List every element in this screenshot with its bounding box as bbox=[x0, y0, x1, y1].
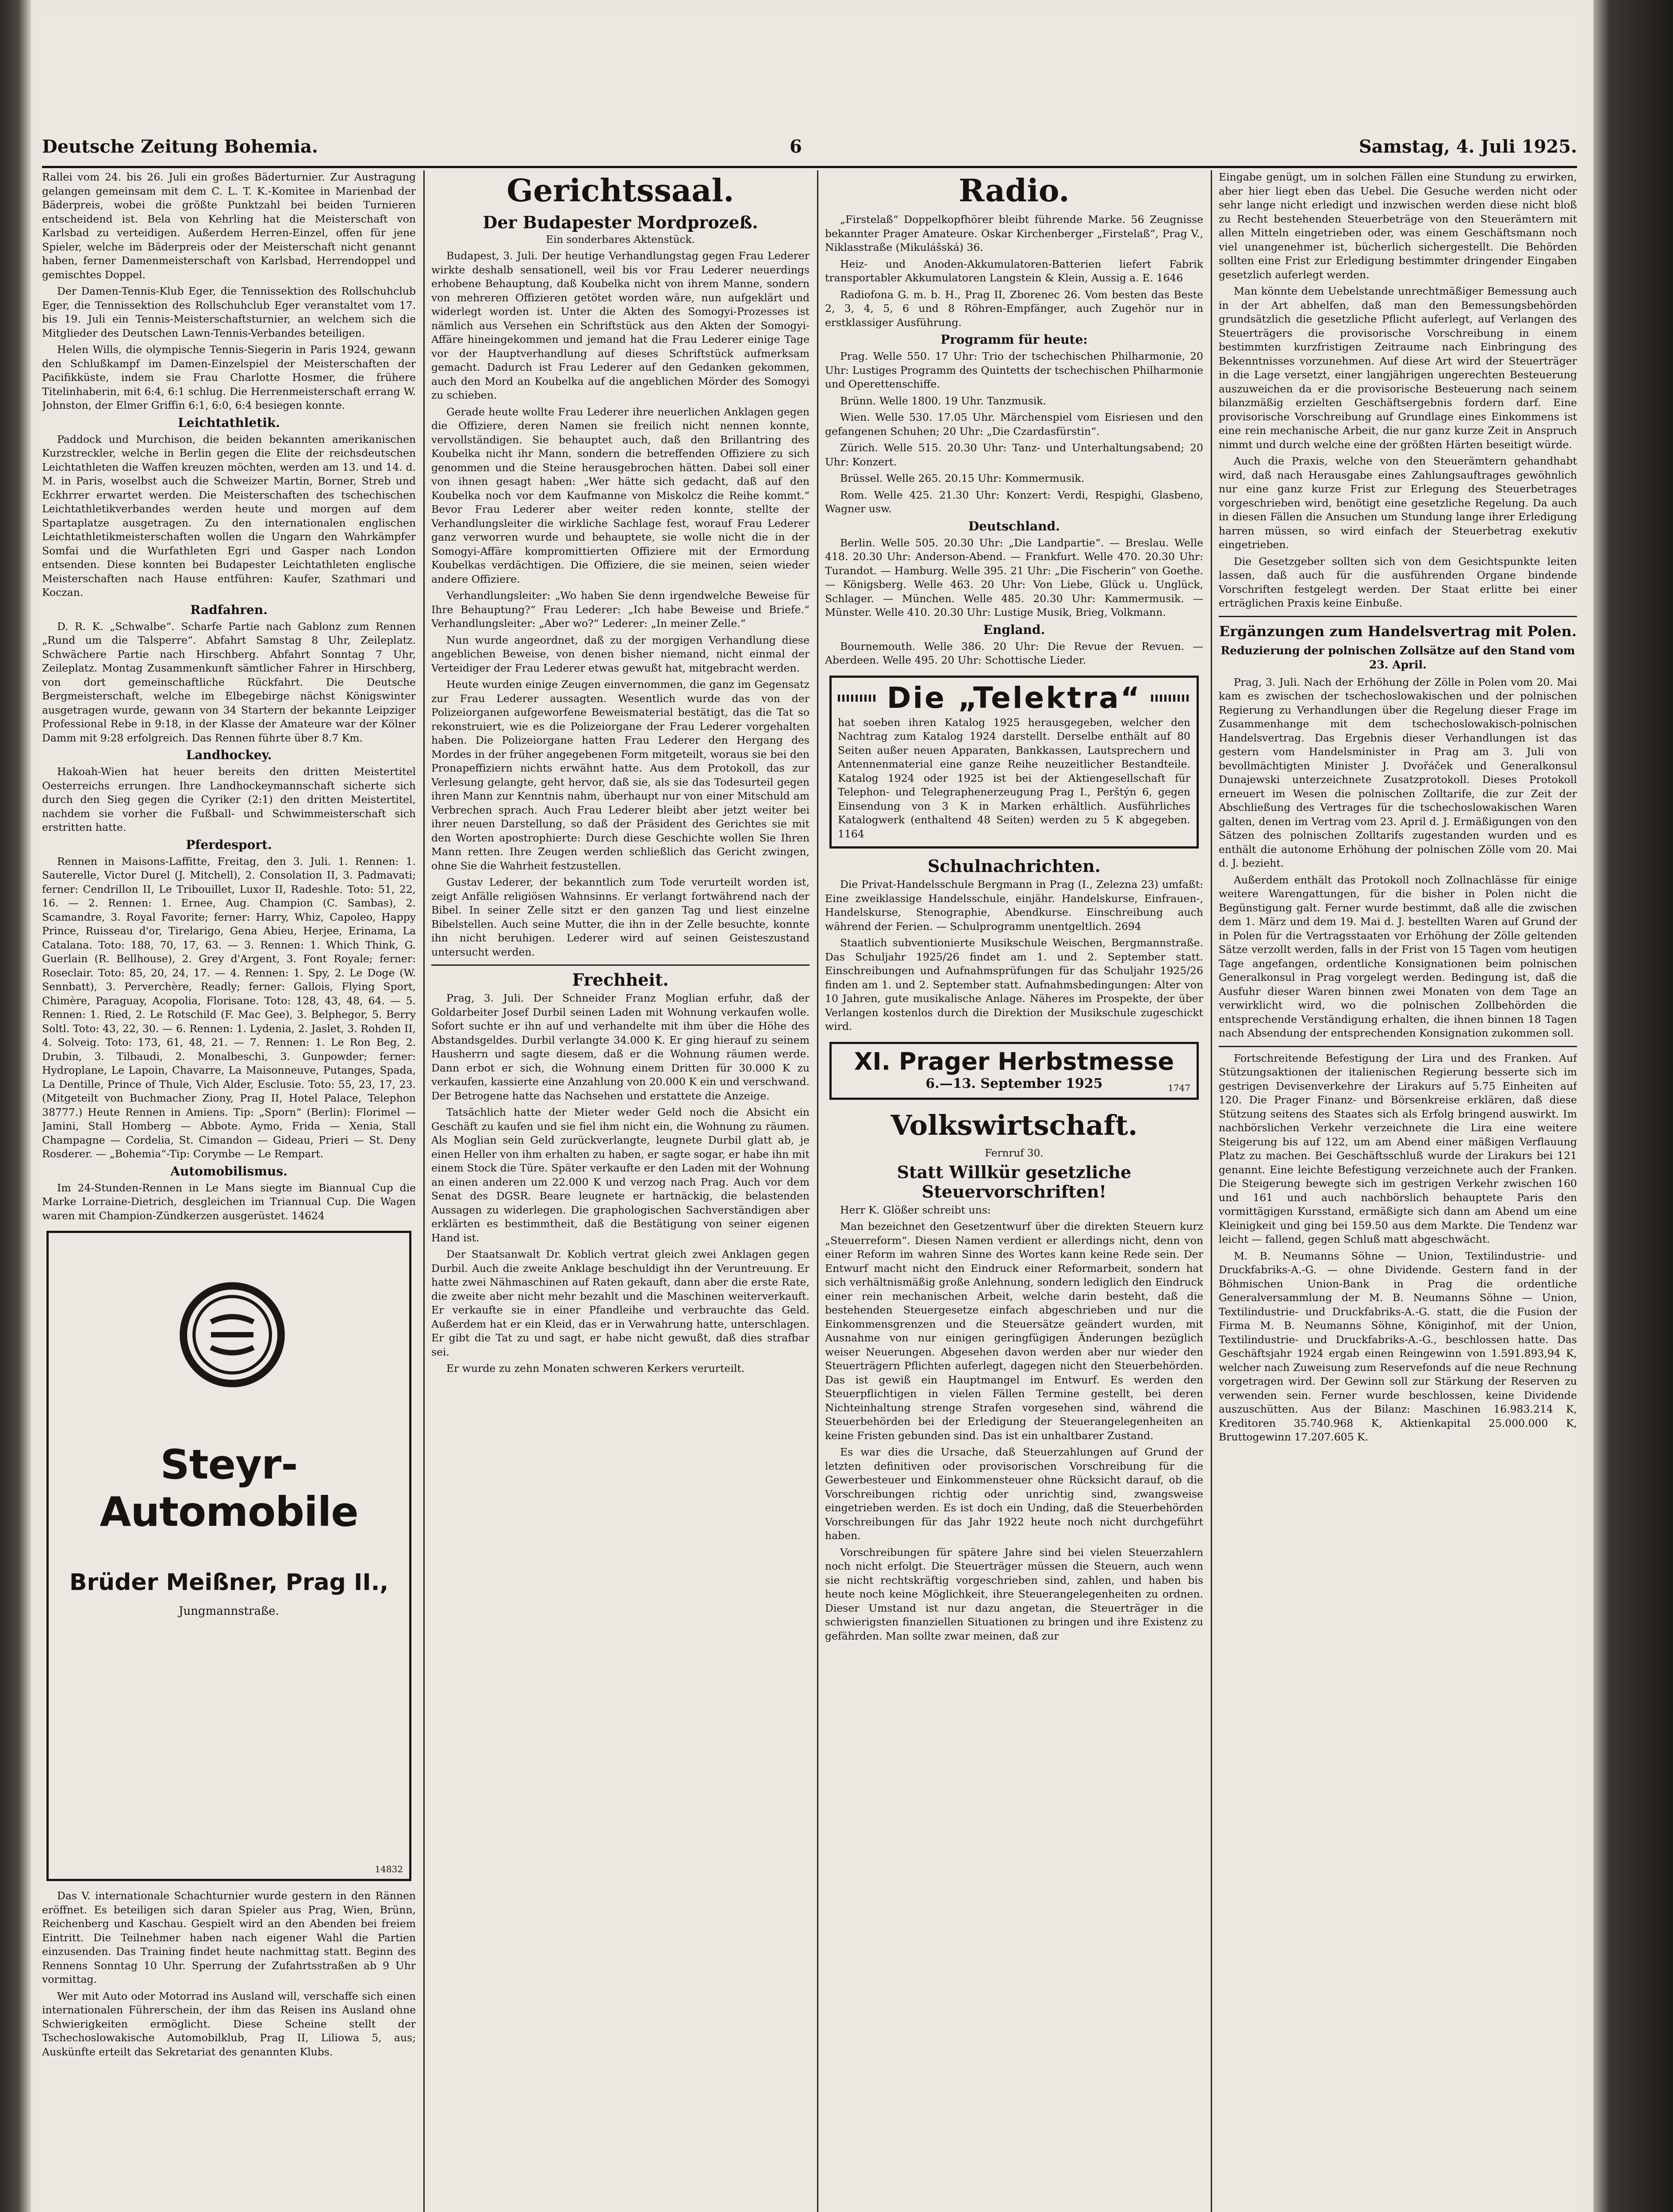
program-entry: Prag. Welle 550. 17 Uhr: Trio der tschechischen Philharmonie, 20 Uhr: Lustiges Programm des Quintetts der tschechischen Philharmonie und Operettenschiffe. bbox=[825, 350, 1203, 390]
ad-brand: Steyr-Automobile bbox=[100, 1441, 358, 1536]
article-text: Prag, 3. Juli. Der Schneider Franz Moglian erfuhr, daß der Goldarbeiter Josef Durbil seinen Laden mit Wohnung verkaufen wolle. Sofort suchte er ihn auf und verhandelte mit ihm über die Höhe des Abstandsgeldes. Durbil verlangte 34.000 K. Er ging hierauf zu seinem Hausherrn und sagte diesem, daß er die Wohnung räumen werde. Dann erbot er sich, die Wohnung einem Dritten für 30.000 K zu verkaufen, kassierte eine Anzahlung von 20.000 K ein und verschwand. Der Betrogene hatte das Nachsehen und erstattete die Anzeige. bbox=[431, 992, 810, 1102]
ad-number: 1747 bbox=[1168, 1082, 1190, 1093]
article-text: Vorschreibungen für spätere Jahre sind bei vielen Steuerzahlern noch nicht erfolgt. Die Steuerträger müssen die Steuern, auch wenn sie nicht rechtskräftig vorgeschrieben sind, zahlen, und haben bis heute noch keine Möglichkeit, ihre Steuerangelegenheiten zu ordnen. Dieser Umstand ist nur dazu angetan, die Steuerträger in die schwierigsten finanziellen Situationen zu bringen und ihre Existenz zu gefährden. Man sollte zwar meinen, daß zur bbox=[825, 1546, 1203, 1642]
steyr-emblem-icon bbox=[179, 1282, 285, 1388]
article-text: Außerdem enthält das Protokoll noch Zollnachlässe für einige weitere Warengattungen, für die bisher in Polen nicht die Begünstigung galt. Ferner wurde bestimmt, daß alle die zwischen dem 1. März und dem 19. Mai d. J. bestellten Waren auf Grund der in Polen für die Vertragsstaaten vor Erhöhung der Zölle geltenden Sätze verzollt werden, falls in der Frist von 15 Tagen vom heutigen Tage angefangen, ordentliche Konsignationen beim polnischen Generalkonsul in Prag vorgelegt werden. Bedingung ist, daß die Ausfuhr dieser Waren binnen zwei Monaten von dem Tage an verwirklicht wird, wo die polnischen Zollbehörden die entsprechende Verständigung erhalten, die ihnen binnen 18 Tagen nach Absendung der entsprechenden Konsignation zukommen soll. bbox=[1219, 873, 1577, 1039]
program-entry: Bournemouth. Welle 386. 20 Uhr: Die Revue der Revuen. — Aberdeen. Welle 495. 20 Uhr: Schottische Lieder. bbox=[825, 640, 1203, 666]
column-rule bbox=[817, 170, 818, 2212]
article-text: M. B. Neumanns Söhne — Union, Textilindustrie- und Druckfabriks-A.-G. — ohne Dividende. Gestern fand in der Böhmischen Union-Bank in Prag die ordentliche Generalversammlung der M. B. Neumanns Söhne — Union, Textilindustrie- und Druckfabriks-A.-G. statt, die die Fusion der Firma M. B. Neumanns Söhne, Königinhof, mit der Union, Textilindustrie- und Druckfabriks-A.-G., beschlossen hatte. Das Geschäftsjahr 1924 ergab einen Reingewinn von 1.591.893,94 K, welcher nach Zuweisung zum Reservefonds auf die neue Rechnung vorgetragen wird. Der Gewinn soll zur Stärkung der Reserven zu verwenden sein. Ferner wurde beschlossen, keine Dividende auszuschütten. Aus der Bilanz: Maschinen 16.983.214 K, Kreditoren 35.740.968 K, Aktienkapital 25.000.000 K, Bruttogewinn 17.207.605 K. bbox=[1219, 1249, 1577, 1443]
article-text: Verhandlungsleiter: „Wo haben Sie denn irgendwelche Beweise für Ihre Behauptung?“ Frau Lederer: „Ich habe Beweise und Briefe.“ Verhandlungsleiter: „Aber wo?“ Lederer: „In meiner Zelle.“ bbox=[431, 589, 810, 630]
article-text: Helen Wills, die olympische Tennis-Siegerin in Paris 1924, gewann den Schlußkampf im Damen-Einzelspiel der Meisterschaften der Pacifikküste, indem sie Frau Charlotte Hosmer, die frühere Titelinhaberin, mit 6:4, 6:1 schlug. Die Herrenmeisterschaft errang W. Johnston, der Elmer Griffin 6:1, 6:0, 6:4 besiegen konnte. bbox=[42, 343, 416, 411]
article-text: Budapest, 3. Juli. Der heutige Verhandlungstag gegen Frau Lederer wirkte deshalb sensationell, weil bis vor Frau Lederer neuerdings erhobene Behauptung, daß Koubelka nicht von ihrem Manne, sondern von mehreren Offizieren getötet worden wäre, nun aufgeklärt und widerlegt worden ist. Unter die Akten des Somogyi-Prozesses ist nämlich aus Versehen ein Schriftstück aus den Akten der Somogyi-Affäre hineingekommen und jemand hat die Frau Lederer einige Tage vor der Hauptverhandlung auf dieses Schriftstück aufmerksam gemacht. Dadurch ist Frau Lederer auf den Gedanken gekommen, auch den Mord an Koubelka auf die angeblichen Mörder des Somogyi zu schieben. bbox=[431, 250, 810, 401]
article-subheadline: Reduzierung der polnischen Zollsätze auf den Stand vom 23. April. bbox=[1220, 644, 1575, 671]
ad-firm: Brüder Meißner, Prag II., bbox=[69, 1569, 389, 1596]
article-subheadline: Ein sonderbares Aktenstück. bbox=[546, 234, 695, 246]
article-text: Auch die Praxis, welche von den Steuerämtern gehandhabt wird, daß nach Herausgabe eines Zahlungsauftrages gewöhnlich nur eine ganz kurze Frist zur Erlegung des Steuerbetrages vorgeschrieben wird, benötigt eine gesetzliche Regelung. Da auch in diesen Fällen die Ansuchen um Stundung lange ihrer Erledigung harren müssen, so wird einfach der Steuerbetrag exekutiv eingetrieben. bbox=[1219, 455, 1577, 551]
section-heading: Deutschland. bbox=[968, 518, 1060, 534]
section-heading: Landhockey. bbox=[186, 748, 272, 762]
program-entry: Brüssel. Welle 265. 20.15 Uhr: Kommermusik. bbox=[840, 472, 1085, 484]
article-text: Gustav Lederer, der bekanntlich zum Tode verurteilt worden ist, zeigt Anfälle religiösen Wahnsinns. Er verlangt fortwährend nach der Bibel. In seiner Zelle sitzt er den ganzen Tag und liest einzelne Bibelstellen. Auch seine Mutter, die ihn in der Zelle besuchte, konnte ihn nicht beruhigen. Lederer wird auf seinen Geisteszustand untersucht werden. bbox=[431, 876, 810, 958]
article-text: Tatsächlich hatte der Mieter weder Geld noch die Absicht ein Geschäft zu kaufen und sie fiel ihm nicht ein, die Wohnung zu räumen. Als Moglian sein Geld zurückverlangte, leugnete Durbil glatt ab, je einen Heller von ihm erhalten zu haben, er sagte sogar, er habe ihn mit einem Stock die Türe. Später verkaufte er den Laden mit der Wohnung an einen anderen um 22.000 K und verzog nach Prag. Auch vor dem Senat des DGSR. Beare leugnete er hartnäckig, die belastenden Aussagen zu widerlegen. Die graphologischen Sachverständigen aber erklärten es bestimmtheit, daß die Bestätigung von seiner eigenen Hand ist. bbox=[431, 1106, 810, 1244]
section-heading: Radfahren. bbox=[190, 602, 268, 617]
article-text: Der Damen-Tennis-Klub Eger, die Tennissektion des Rollschuhclub Eger, die Tennissektion des Rollschuhclub Eger veranstaltet vom 17. bis 19. Juli ein Tennis-Meisterschaftsturnier, an welchem sich die Mitglieder des Deutschen Lawn-Tennis-Verbandes beteiligen. bbox=[42, 285, 416, 339]
article-text: Heute wurden einige Zeugen einvernommen, die ganz im Gegensatz zur Frau Lederer aussagten. Wesentlich wurde das von der Polizeiorganen aufgeworfene Beweismaterial bestätigt, das die Tat so rekonstruiert, wie es die Polizeiorgane der Frau Lederer vorgehalten haben. Die Polizeiorgane hatten Frau Lederer den Hergang des Mordes in der früher angegebenen Form mitgeteilt, woraus sie bei den Pronapeffiziern nichts erwähnt hatte. Aus dem Protokoll, das zur Verlesung gelangte, geht hervor, daß sie, als sie das Todesurteil gegen ihren Mann zur Kenntnis nahm, überhaupt nur von einer Mitschuld am Verbrechen sprach. Auch Frau Lederer bleibt aber jetzt weiter bei ihrer neuen Darstellung, so daß der Präsident des Gerichtes sie mit den Worten apostrophierte: Durch diese Geschichte wollen Sie Ihren Mann retten. Ihre Zeugen werden schließlich das Gericht zwingen, ohne Sie die Wahrheit festzustellen. bbox=[431, 678, 810, 872]
page-header bbox=[42, 128, 1577, 168]
article-text: Wer mit Auto oder Motorrad ins Ausland will, verschaffe sich einen internationalen Führerschein, der ihm das Reisen ins Ausland ohne Schwierigkeiten ermöglicht. Diese Scheine stellt der Tschechoslowakische Automobilklub, Prag II, Liliowa 5, aus; Auskünfte erteilt das Sekretariat des genannten Klubs. bbox=[42, 1989, 416, 2058]
article-headline: Ergänzungen zum Handelsvertrag mit Polen. bbox=[1219, 622, 1577, 640]
article-text: Rallei vom 24. bis 26. Juli ein großes Bäderturnier. Zur Austragung gelangen gemeinsam mit dem C. L. T. K.-Komitee in Marienbad der Bäderpreis, wobei die größte Punktzahl bei beiden Turnieren entscheidend ist. Bela von Kehrling hat die Meisterschaft von Karlsbad zu verteidigen. Außerdem Herren-Einzel, offen für jene Spieler, welche im Bäderpreis oder der Meisterschaft nicht genannt haben, ferner Damenmeisterschaft von Karlsbad, Herrendoppel und gemischtes Doppel. bbox=[42, 171, 416, 281]
steyr-advertisement bbox=[46, 1231, 411, 1881]
header-rule bbox=[42, 166, 1577, 168]
column-rule bbox=[1211, 170, 1212, 2212]
section-heading: Leichtathletik. bbox=[177, 415, 280, 430]
section-heading: Programm für heute: bbox=[940, 332, 1088, 347]
article-text: Nun wurde angeordnet, daß zu der morgigen Verhandlung diese angeblichen Beweise, von denen bisher niemand, nicht einmal der Verteidiger der Frau Lederer etwas gewußt hat, mitgebracht werden. bbox=[431, 634, 810, 674]
article-text: Hakoah-Wien hat heuer bereits den dritten Meistertitel Oesterreichs errungen. Ihre Landhockeymannschaft sicherte sich durch den Sieg gegen die Cyriker (2:1) den dritten Meistertitel, nachdem sie vorher die Fußball- und Schwimmeisterschaft sich erstritten hatte. bbox=[42, 765, 416, 833]
program-entry: Wien. Welle 530. 17.05 Uhr. Märchenspiel vom Eisriesen und den gefangenen Schuhen; 20 Uhr: „Die Czardasfürstin“. bbox=[825, 411, 1203, 438]
article-text: Man bezeichnet den Gesetzentwurf über die direkten Steuern kurz „Steuerreform“. Diesen Namen verdient er allerdings nicht, denn von einer Reform im wahren Sinne des Wortes kann keine Rede sein. Der Entwurf macht nicht den Eindruck einer Reformarbeit, sondern hat sich verhältnismäßig große Anlehnung, sondern lediglich den Eindruck einer rein mechanischen Arbeit, welche darin besteht, daß die bestehenden Steuergesetze einfach abgeschrieben und nur die Einkommensgrenzen und die Steuersätze geändert wurden, mit Ausnahme von nur einigen geringfügigen Änderungen bezüglich weiser Neuerungen. Abgesehen davon werden aber nur wieder den Steuerträgern Pflichten auferlegt, dagegen nicht den Steuerbehörden. Das ist gewiß ein Hauptmangel im Entwurf. Es werden den Steuerpflichtigen in vielen Fällen Termine gestellt, bei deren Nichteinhaltung strenge Strafen vorgesehen sind, während die Steuerbehörden bei der Erledigung der Steuerangelegenheiten an keine Fristen gebunden sind. Das ist ein unhaltbarer Zustand. bbox=[825, 1220, 1203, 1442]
ad-number: 14832 bbox=[375, 1864, 403, 1874]
article-text: D. R. K. „Schwalbe“. Scharfe Partie nach Gablonz zum Rennen „Rund um die Talsperre“. Abfahrt Samstag 8 Uhr, Zeileplatz. Schwächere Partie nach Hirschberg. Abfahrt Sonntag 7 Uhr, Zeileplatz. Montag Zusammenkunft sämtlicher Fahrer in Hirschberg, von dort gemeinschaftliche Rückfahrt. Die Deutsche Bergmeisterschaft, welche im Elbegebirge nächst Königswinter ausgetragen wurde, gewann von 34 Startern der bekannte Leipziger Professional Rebe in 9:18, in der Klasse der Amateure war der Kölner Damm mit 9:28 erfolgreich. Das Rennen führte über 8.7 Km. bbox=[42, 620, 416, 744]
article-text: Die Gesetzgeber sollten sich von dem Gesichtspunkte leiten lassen, daß auch für die ausführenden Organe bindende Vorschriften festgelegt werden. Der Staat erlitte bei einer erträglichen Praxis keine Einbuße. bbox=[1219, 555, 1577, 609]
messe-title: XI. Prager Herbstmesse bbox=[854, 1047, 1174, 1075]
article-headline: Frechheit. bbox=[572, 970, 669, 990]
section-heading: England. bbox=[983, 622, 1045, 637]
article-text: Man könnte dem Uebelstande unrechtmäßiger Bemessung auch in der Art abhelfen, daß man den Bemessungsbehörden grundsätzlich die gesetzliche Pflicht auferlegt, auf Verlangen des Steuerträgers die provisorische Vorschreibung in einem bestimmten kurzfristigen Zeitraume nach Einbringung des Bekenntnisses vorzunehmen. Auf diese Art wird der Steuerträger in die Lage versetzt, einer langjährigen ungerechten Besteuerung auszuweichen da er die provisorische Besteuerung nach seinem bilanzmäßig erzielten Geschäftsergebnis fordern darf. Eine provisorische Vorschreibung auf Grundlage eines Einkommens ist eine rein mechanische Arbeit, die nur ganz kurze Zeit in Anspruch nimmt und durch welche eine der größten Härten beseitigt würde. bbox=[1219, 285, 1577, 451]
divider bbox=[1219, 1046, 1577, 1047]
program-entry: Brünn. Welle 1800. 19 Uhr. Tanzmusik. bbox=[840, 394, 1047, 407]
ad-street: Jungmannstraße. bbox=[179, 1605, 279, 1618]
section-title: Gerichtssaal. bbox=[507, 172, 734, 209]
article-text: Herr K. Glößer schreibt uns: bbox=[840, 1203, 991, 1216]
article-text: Im 24-Stunden-Rennen in Le Mans siegte im Biannual Cup die Marke Lorraine-Dietrich, desgleichen im Triannual Cup. Die Wagen waren mit Champion-Zündkerzen ausgerüstet. 14624 bbox=[42, 1181, 416, 1222]
telektra-advertisement bbox=[829, 676, 1199, 849]
article-headline: Statt Willkür gesetzliche Steuervorschriften! bbox=[897, 1162, 1132, 1202]
column-court bbox=[431, 170, 810, 2212]
column-economy bbox=[1219, 170, 1577, 2212]
article-text: Gerade heute wollte Frau Lederer ihre neuerlichen Anklagen gegen die Offiziere, deren Namen sie freilich nicht nennen konnte, vervollständigen. Sie behauptet auch, daß den Brillantring des Koubelka nicht ihr Mann, sondern die betreffenden Offiziere zu sich genommen und die Steine herausgebrochen hätten. Dabei soll einer von ihnen gesagt haben: „Wer hätte sich gedacht, daß auf den Koubelka noch vor dem Kaufmanne von Miskolcz die Reihe kommt.“ Bevor Frau Lederer aber weiter reden konnte, stellte der Verhandlungsleiter die wirkliche Sachlage fest, worauf Frau Lederer ganz verworren wurde und behauptete, sie wolle nicht die in der Somogyi-Affäre kompromittierten Offiziere mit der Ermordung Koubelkas verdächtigen. Die Offiziere, die sie meinen, seien wieder andere Offiziere. bbox=[431, 405, 810, 585]
newspaper-page bbox=[42, 18, 1577, 2212]
paper-name: Deutsche Zeitung Bohemia. bbox=[42, 136, 318, 157]
article-text: Staatlich subventionierte Musikschule Weischen, Bergmannstraße. Das Schuljahr 1925/26 findet am 1. und 2. September statt. Einschreibungen und Aufnahmsprüfungen für das Schuljahr 1925/26 finden am 1. und 2. September statt. Aufnahmsbedingungen: Alter von 10 Jahren, gute musikalische Anlage. Näheres im Prospekte, der über Verlangen kostenlos durch die Direktion der Musikschule zugeschickt wird. bbox=[825, 937, 1203, 1033]
article-text: Eingabe genügt, um in solchen Fällen eine Stundung zu erwirken, aber hier liegt eben das Uebel. Die Gesuche werden nicht oder sehr lange nicht erledigt und inzwischen werden diese nicht bloß zu Recht bestehenden Steuerbeträge von den Steuerämtern mit allen Mitteln eingetrieben oder, was einem Geschäftsmann noch viel unangenehmer ist, bücherlich sichergestellt. Die Behörden sollten eine Frist zur Erledigung bestimmter dringender Eingaben gesetzlich auferlegt werden. bbox=[1219, 171, 1577, 281]
section-subtitle: Fernruf 30. bbox=[985, 1147, 1044, 1159]
page-number: 6 bbox=[790, 136, 802, 157]
herbstmesse-advertisement bbox=[829, 1042, 1199, 1100]
telektra-title-row bbox=[838, 680, 1190, 716]
decorative-bar bbox=[1151, 695, 1190, 702]
section-heading: Pferdesport. bbox=[186, 837, 272, 852]
article-text: Es war dies die Ursache, daß Steuerzahlungen auf Grund der letzten definitiven oder provisorischen Vorschreibung für die Gewerbesteuer und Einkommensteuer ohne Rücksicht darauf, ob die Vorschreibungen richtig oder unrichtig sind, zwangsweise eingetrieben werden. Es ist doch ein Unding, daß die Steuerbehörden Vorschreibungen für das Jahr 1922 heute noch nicht durchgeführt haben. bbox=[825, 1446, 1203, 1542]
article-text: Prag, 3. Juli. Nach der Erhöhung der Zölle in Polen vom 20. Mai kam es zwischen der tschechoslowakischen und der polnischen Regierung zu Verhandlungen über die Regelung dieser Frage im Zusammenhange mit dem tschechoslowakisch-polnischen Handelsvertrag. Das Ergebnis dieser Verhandlungen ist das gestern vom Handelsminister in Prag am 3. Juli von bevollmächtigten Minister J. Dvořáček und Generalkonsul Dunajewski unterzeichnete Zusatzprotokoll. Dieses Protokoll erneuert im Wesen die polnischen Zolltarife, die zur Zeit der Abschließung des Vertrages für die tschechoslowakischen Waren galten, denen im Vertrag vom 23. April d. J. Ermäßigungen von den Sätzen des polnischen Zolltarifs zugestanden wurden und es enthält die autonome Erhöhung der polnischen Zölle vom 20. Mai d. J. bezieht. bbox=[1219, 676, 1577, 869]
column-sport bbox=[42, 170, 416, 2212]
issue-date: Samstag, 4. Juli 1925. bbox=[1358, 136, 1577, 157]
section-title: Schulnachrichten. bbox=[927, 856, 1101, 876]
column-radio bbox=[825, 170, 1203, 2212]
decorative-bar bbox=[838, 695, 877, 702]
program-entry: Berlin. Welle 505. 20.30 Uhr: „Die Landpartie“. — Breslau. Welle 418. 20.30 Uhr: Anderson-Abend. — Frankfurt. Welle 470. 20.30 Uhr: Turandot. — Hamburg. Welle 395. 21 Uhr: „Die Fischerin“ von Goethe. — Königsberg. Welle 463. 20 Uhr: Von Liebe, Glück u. Unglück, Schlager. — München. Welle 485. 20.30 Uhr: Kammermusik. — Münster. Welle 410. 20.30 Uhr: Lustige Musik, Brieg, Volkmann. bbox=[825, 536, 1203, 618]
program-entry: Zürich. Welle 515. 20.30 Uhr: Tanz- und Unterhaltungsabend; 20 Uhr: Konzert. bbox=[825, 442, 1203, 468]
article-text: Er wurde zu zehn Monaten schweren Kerkers verurteilt. bbox=[446, 1362, 745, 1375]
messe-dates: 6.—13. September 1925 bbox=[925, 1075, 1103, 1091]
scan-edge-right bbox=[1593, 0, 1673, 2212]
column-rule bbox=[423, 170, 425, 2212]
article-text: Heiz- und Anoden-Akkumulatoren-Batterien liefert Fabrik transportabler Akkumulatoren Langstein & Klein, Aussig a. E. 1646 bbox=[825, 257, 1203, 284]
section-heading: Automobilismus. bbox=[170, 1164, 288, 1179]
telektra-title: Die „Telektra“ bbox=[886, 680, 1142, 715]
article-headline: Der Budapester Mordprozeß. bbox=[483, 212, 758, 232]
scan-edge-left bbox=[0, 0, 31, 2212]
section-title: Radio. bbox=[959, 172, 1070, 209]
program-entry: Rom. Welle 425. 21.30 Uhr: Konzert: Verdi, Respighi, Glasbeno, Wagner usw. bbox=[825, 488, 1203, 515]
article-text: Die Privat-Handelsschule Bergmann in Prag (I., Zelezna 23) umfaßt: Eine zweiklassige Handelsschule, einjähr. Handelskurse, Einfrauen-, Handelskurse, Stenographie, Abendkurse. Einschreibung auch während der Ferien. — Schulprogramm unentgeltlich. 2694 bbox=[825, 878, 1203, 933]
article-text: Der Staatsanwalt Dr. Koblich vertrat gleich zwei Anklagen gegen Durbil. Auch die zweite Anklage beschuldigt ihn der Veruntreuung. Er hatte zwei Nähmaschinen auf Raten gekauft, dann aber die erste Rate, die zweite aber nicht mehr bezahlt und die Maschinen weiterverkauft. Er verkaufte sie in einer Pfandleihe und verbrauchte das Geld. Außerdem hat er ein Kleid, das er in Verwahrung hatte, unterschlagen. Er gibt die Tat zu und sagt, er habe nicht gewußt, daß dies strafbar sei. bbox=[431, 1248, 810, 1358]
section-title: Volkswirtschaft. bbox=[890, 1109, 1138, 1141]
ad-text: hat soeben ihren Katalog 1925 herausgegeben, welcher den Nachtrag zum Katalog 1924 darstellt. Derselbe enthält auf 80 Seiten außer neuen Apparaten, Bankkassen, Lautsprechern und Antennenmaterial eine ganze Reihe neuzeitlicher Bestandteile. Katalog 1924 oder 1925 ist bei der Aktiengesellschaft für Telephon- und Telegraphenerzeugung Prag I., Perštýn 6, gegen Einsendung von 3 K in Marken erhältlich. Ausführliches Katalogwerk (enthaltend 48 Seiten) werden zu 5 K abgegeben. 1164 bbox=[838, 716, 1190, 840]
divider bbox=[431, 964, 810, 966]
article-text: Rennen in Maisons-Laffitte, Freitag, den 3. Juli. 1. Rennen: 1. Sauterelle, Victor Durel (J. Mitchell), 2. Consolation II, 3. Padmavati; ferner: Cendrillon II, Le Tribouillet, Luxor II, Radeshle. Toto: 51, 22, 16. — 2. Rennen: 1. Ernee, Aug. Champion (C. Sambas), 2. Scamandre, 3. Royal Favorite; ferner: Harry, Whiz, Capoleo, Happy Prince, Ruisseau d'or, Tirelarigo, Gena Abieu, Herjee, Erinama, La Catalana. Toto: 188, 70, 17, 63. — 3. Rennen: 1. Which Think, G. Guerlain (R. Bellhouse), 2. Grey d'Argent, 3. Font Royale; ferner: Roseclair. Toto: 85, 20, 24, 17. — 4. Rennen: 1. Spy, 2. Le Doge (W. Sennbatt), 3. Perverchère, Readly; ferner: Gallois, Flying Sport, Chimère, Paraguay, Acopolia, Florisane. Toto: 128, 43, 48, 64. — 5. Rennen: 1. Ried, 2. Le Rotschild (F. Mac Gee), 3. Belphegor, 5. Berry Soltl. Toto: 43, 22, 30. — 6. Rennen: 1. Lydenia, 2. Jaslet, 3. Rohden II, 4. Solveig. Toto: 173, 61, 48, 21. — 7. Rennen: 1. Le Ron Beg, 2. Drubin, 3. Tilbaudi, 2. Monalbeschi, 3. Gunpowder; ferner: Hydroplane, Le Lapoin, Chavarre, La Maisonneuve, Putanges, Spada, La Dentille, Prince of Thule, Vich Alder, Esclusie. Toto: 55, 23, 17, 23. (Mitgeteilt von Buchmacher Ziony, Prag II, Hotel Palace, Telephon 38777.) Heute Rennen in Amiens. Tip: „Sporn“ (Berlin): Florimel — Jamini, Stall Homberg — Abbote. Aymo, Frida — Xenia, Stall Champagne — Cordelia, St. Cimandon — Gideau, Prieri — St. Deny Rosderer. — „Bohemia“-Tip: Corymbe — Le Rempart. bbox=[42, 855, 416, 1160]
article-text: Das V. internationale Schachturnier wurde gestern in den Rännen eröffnet. Es beteiligen sich daran Spieler aus Prag, Wien, Brünn, Reichenberg und Kaschau. Gespielt wird an den Abenden bei freiem Eintritt. Die Teilnehmer haben nach eigener Wahl die Partien einzusenden. Das Training findet heute nachmittag statt. Beginn des Rennens Sonntag 10 Uhr. Sperrung der Zufahrtsstraßen ab 9 Uhr vormittag. bbox=[42, 1889, 416, 1985]
article-text: Radiofona G. m. b. H., Prag II, Zborenec 26. Vom besten das Beste 2, 3, 4, 5, 6 und 8 Röhren-Empfänger, auch Zugehör nur in erstklassiger Ausführung. bbox=[825, 288, 1203, 329]
article-text: „Firstelaß“ Doppelkopfhörer bleibt führende Marke. 56 Zeugnisse bekannter Prager Amateure. Oskar Kirchenberger „Firstelaß“, Prag V., Niklasstraße (Mikulášská) 36. bbox=[825, 213, 1203, 253]
article-text: Fortschreitende Befestigung der Lira und des Franken. Auf Stützungsaktionen der italienischen Regierung besserte sich im gestrigen Devisenverkehre der Lirakurs auf 5.75 Einheiten auf 120. Die Prager Finanz- und Börsenkreise erklären, daß diese Stützung seitens des Staates sich als Erfolg bringend auswirkt. Im nachbörslichen Verkehr verzeichnete die Lira eine weitere Steigerung bis auf 122, um am Abend einer mäßigen Verflauung Platz zu machen. Bei Geschäftsschluß wurde der Lirakurs bei 121 genannt. Eine leichte Befestigung verzeichnete auch der Franken. Die Steigerung bewegte sich im gestrigen Verkehr zwischen 160 und 161 und auch nachbörslich behauptete Paris den vormittägigen Kursstand, ermäßigte sich dann am Abend um eine Kleinigkeit und ging bei 159.50 aus dem Markte. Die Tendenz war leicht — fallend, gegen Schluß matt abgeschwächt. bbox=[1219, 1052, 1577, 1245]
article-text: Paddock und Murchison, die beiden bekannten amerikanischen Kurzstreckler, welche in Berlin gegen die Elite der reichsdeutschen Leichtathleten die Waffen kreuzen möchten, werden am 13. und 14. d. M. in Paris, woselbst auch die Schweizer Martin, Borner, Streb und Eckhrrer erwartet werden. Die Meisterschaften des tschechischen Leichtathletikverbandes werden heute und morgen auf dem Spartaplatze ausgetragen. Zu den internationalen englischen Leichtathletikmeisterschaften wollen die Ungarn den Wahrkämpfer Somfai und die Wurfathleten Egri und Gasper nach London entsenden. Diese konnten bei Budapester Leichtathleten englische Meisterschaften nach Hause entführen: Kaufer, Szathmari und Koczan. bbox=[42, 433, 416, 599]
divider bbox=[1219, 616, 1577, 617]
